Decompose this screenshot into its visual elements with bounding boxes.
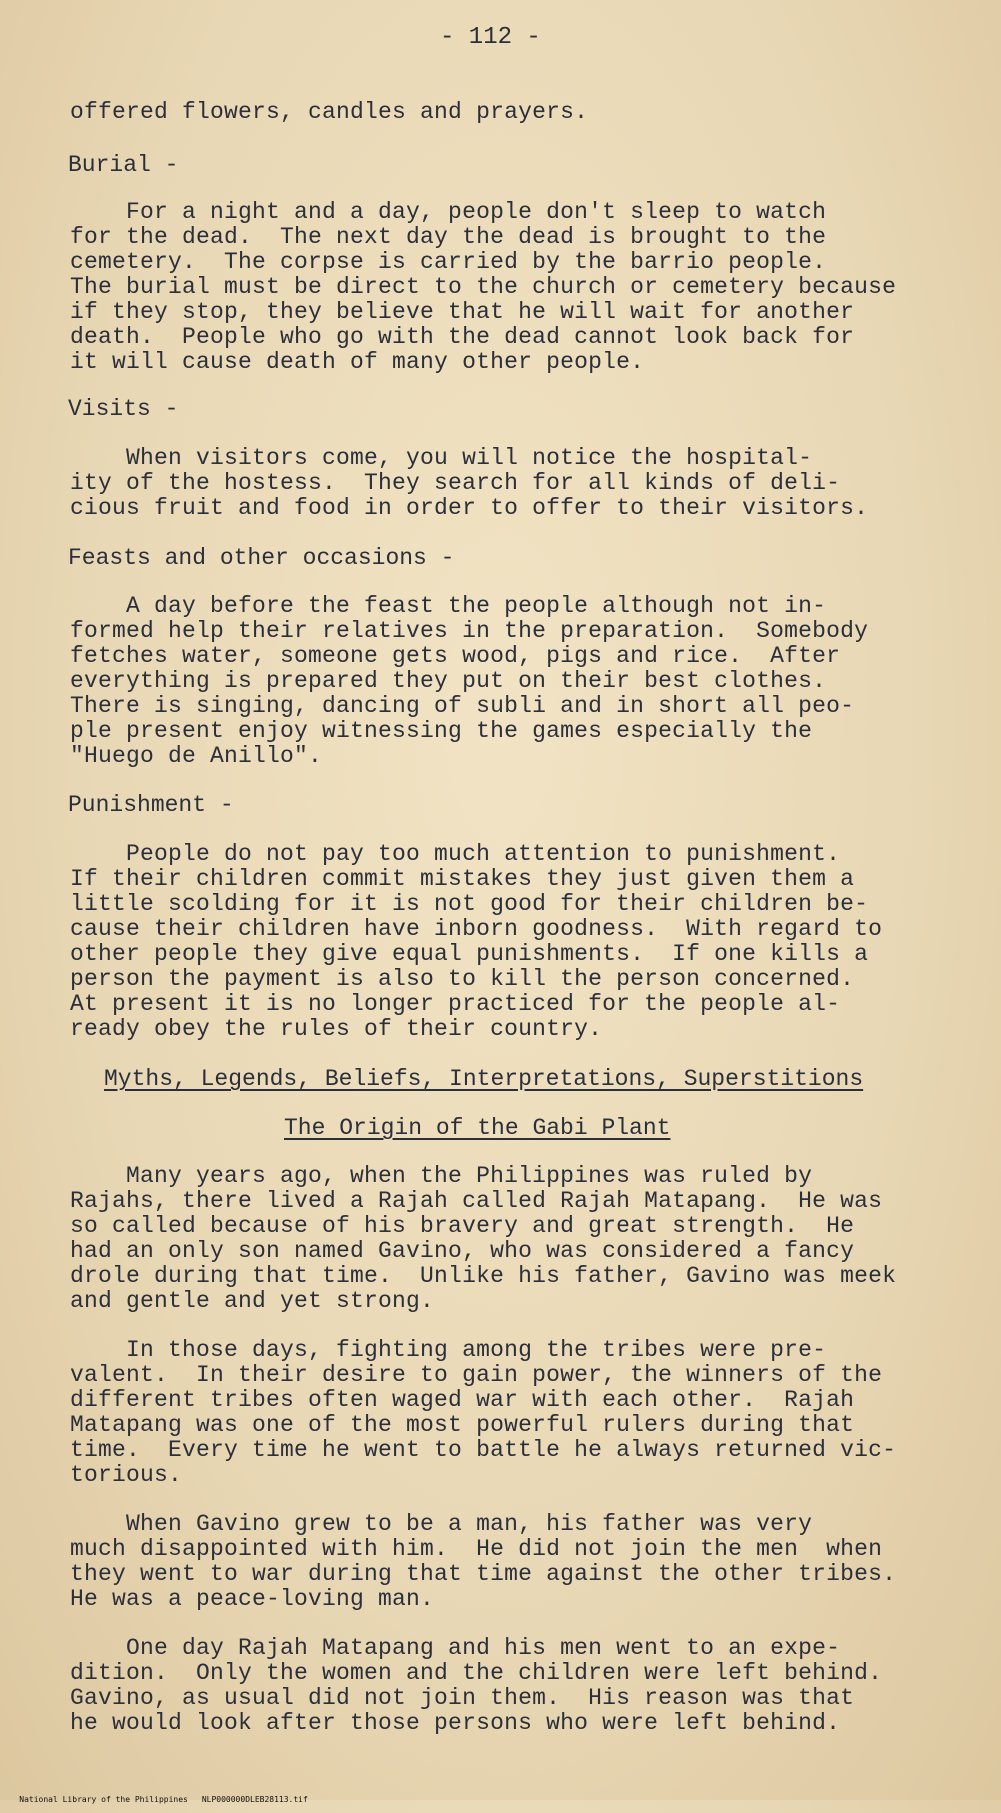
- text-line: much disappointed with him. He did not join the men when: [70, 1536, 883, 1562]
- text-line: it will cause death of many other people.: [70, 349, 645, 375]
- text-line: There is singing, dancing of subli and in short all peo-: [70, 693, 855, 719]
- text-line: cious fruit and food in order to offer to their visitors.: [70, 495, 869, 521]
- text-line: At present it is no longer practiced for the people al-: [70, 991, 841, 1017]
- footer-library: National Library of the Philippines: [19, 1795, 188, 1804]
- story-title: The Origin of the Gabi Plant: [284, 1115, 671, 1141]
- text-line: and gentle and yet strong.: [70, 1288, 435, 1314]
- text-line: had an only son named Gavino, who was considered a fancy: [70, 1238, 855, 1264]
- text-line: When visitors come, you will notice the hospital-: [70, 445, 813, 471]
- section-heading-feasts: Feasts and other occasions -: [68, 545, 455, 571]
- section-heading-visits: Visits -: [68, 396, 179, 422]
- text-line: A day before the feast the people although not in-: [70, 593, 827, 619]
- text-line: ready obey the rules of their country.: [70, 1016, 603, 1042]
- page-number: - 112 -: [440, 24, 541, 51]
- section-heading-burial: Burial -: [68, 152, 179, 178]
- text-line: The burial must be direct to the church or cemetery because: [70, 274, 897, 300]
- text-line: Gavino, as usual did not join them. His reason was that: [70, 1685, 855, 1711]
- text-line: For a night and a day, people don't sleep to watch: [70, 199, 827, 225]
- text-line: formed help their relatives in the preparation. Somebody: [70, 618, 869, 644]
- text-line: everything is prepared they put on their best clothes.: [70, 668, 827, 694]
- section-heading-myths: Myths, Legends, Beliefs, Interpretations, Superstitions: [104, 1066, 864, 1092]
- text-line: other people they give equal punishments. If one kills a: [70, 941, 869, 967]
- text-line: different tribes often waged war with each other. Rajah: [70, 1387, 855, 1413]
- text-line: One day Rajah Matapang and his men went to an expe-: [70, 1635, 841, 1661]
- text-line: he would look after those persons who were left behind.: [70, 1710, 841, 1736]
- text-line: person the payment is also to kill the person concerned.: [70, 966, 855, 992]
- text-line: so called because of his bravery and great strength. He: [70, 1213, 855, 1239]
- text-line: "Huego de Anillo".: [70, 743, 323, 769]
- text-line: offered flowers, candles and prayers.: [70, 99, 589, 125]
- text-line: dition. Only the women and the children were left behind.: [70, 1660, 883, 1686]
- section-heading-punishment: Punishment -: [68, 792, 234, 818]
- text-line: fetches water, someone gets wood, pigs and rice. After: [70, 643, 841, 669]
- text-line: cause their children have inborn goodness. With regard to: [70, 916, 883, 942]
- text-line: time. Every time he went to battle he always returned vic-: [70, 1437, 897, 1463]
- text-line: Rajahs, there lived a Rajah called Rajah Matapang. He was: [70, 1188, 883, 1214]
- text-line: When Gavino grew to be a man, his father was very: [70, 1511, 813, 1537]
- footer-file: NLP000000DLEB28113.tif: [201, 1795, 308, 1804]
- text-line: little scolding for it is not good for their children be-: [70, 891, 869, 917]
- text-line: Matapang was one of the most powerful rulers during that: [70, 1412, 855, 1438]
- text-line: Many years ago, when the Philippines was ruled by: [70, 1163, 813, 1189]
- text-line: drole during that time. Unlike his father, Gavino was meek: [70, 1263, 897, 1289]
- text-line: for the dead. The next day the dead is brought to the: [70, 224, 827, 250]
- text-line: if they stop, they believe that he will wait for another: [70, 299, 855, 325]
- text-line: ity of the hostess. They search for all kinds of deli-: [70, 470, 841, 496]
- text-line: valent. In their desire to gain power, the winners of the: [70, 1362, 883, 1388]
- text-line: torious.: [70, 1462, 183, 1488]
- text-line: they went to war during that time against the other tribes.: [70, 1561, 897, 1587]
- text-line: ple present enjoy witnessing the games especially the: [70, 718, 813, 744]
- text-line: If their children commit mistakes they just given them a: [70, 866, 855, 892]
- text-line: In those days, fighting among the tribes were pre-: [70, 1337, 827, 1363]
- text-line: People do not pay too much attention to punishment.: [70, 841, 841, 867]
- text-line: He was a peace-loving man.: [70, 1586, 435, 1612]
- text-line: death. People who go with the dead cannot look back for: [70, 324, 855, 350]
- text-line: cemetery. The corpse is carried by the barrio people.: [70, 249, 827, 275]
